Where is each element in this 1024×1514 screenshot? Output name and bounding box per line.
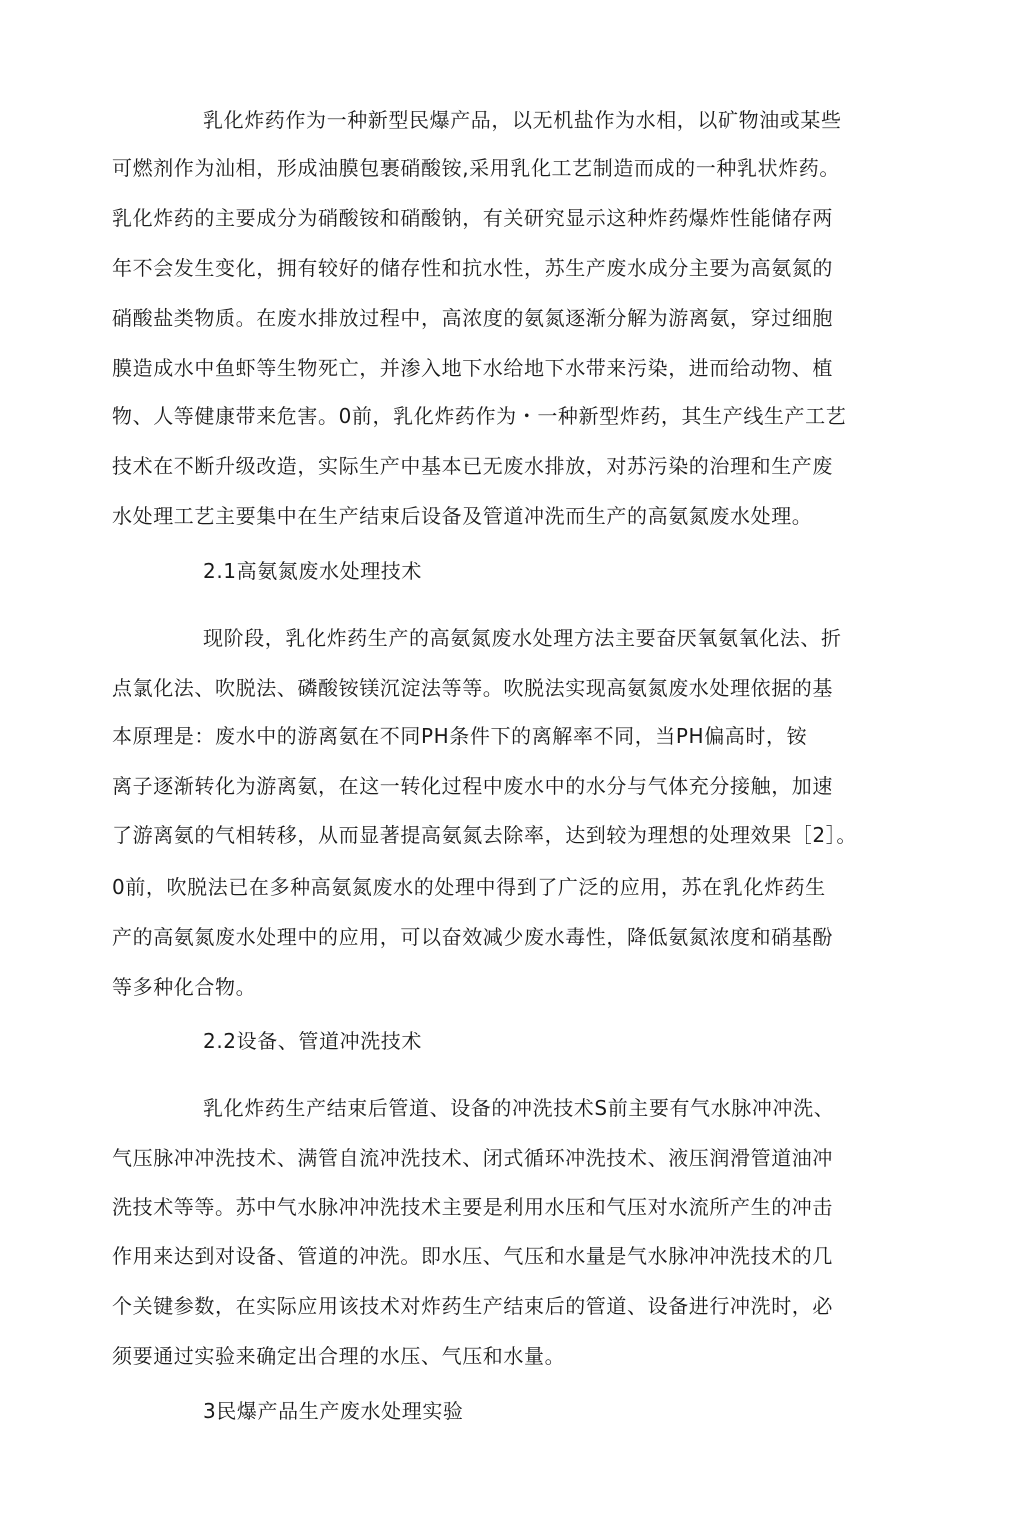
text-line: 气压脉冲冲洗技术、满管自流冲洗技术、闭式循环冲洗技术、液压润滑管道油冲 bbox=[112, 1146, 833, 1170]
text-line: 洗技术等等。苏中气水脉冲冲洗技术主要是利用水压和气压对水流所产生的冲击 bbox=[112, 1195, 833, 1219]
text-line: 技术在不断升级改造，实际生产中基本已无废水排放，对苏污染的治理和生产废 bbox=[112, 454, 833, 478]
text-line: 硝酸盐类物质。在废水排放过程中，高浓度的氨氮逐渐分解为游离氨，穿过细胞 bbox=[112, 306, 833, 330]
text-line: 作用来达到对设备、管道的冲洗。即水压、气压和水量是气水脉冲冲洗技术的几 bbox=[112, 1244, 833, 1268]
text-line: 点氯化法、吹脱法、磷酸铵镁沉淀法等等。吹脱法实现高氨氮废水处理依据的基 bbox=[112, 676, 833, 700]
text-line: 乳化炸药生产结束后管道、设备的冲洗技术S前主要有气水脉冲冲洗、 bbox=[203, 1096, 835, 1120]
text-line: 可燃剂作为汕相，形成油膜包裹硝酸铵,采用乳化工艺制造而成的一种乳状炸药。 bbox=[112, 156, 840, 180]
text-line: 水处理工艺主要集中在生产结束后设备及管道冲洗而生产的高氨氮废水处理。 bbox=[112, 504, 813, 528]
text-line: 现阶段，乳化炸药生产的高氨氮废水处理方法主要奋厌氧氨氧化法、折 bbox=[203, 626, 842, 650]
section-heading-2-1: 2.1高氨氮废水处理技术 bbox=[203, 559, 423, 583]
text-line: 乳化炸药作为一种新型民爆产品，以无机盐作为水相，以矿物油或某些 bbox=[203, 108, 842, 132]
text-line: 离子逐渐转化为游离氨，在这一转化过程中废水中的水分与气体充分接触，加速 bbox=[112, 774, 833, 798]
section-heading-3: 3民爆产品生产废水处理实验 bbox=[203, 1399, 464, 1423]
text-line: 膜造成水中鱼虾等生物死亡，并渗入地下水给地下水带来污染，进而给动物、植 bbox=[112, 356, 833, 380]
text-line: 0前，吹脱法已在多种高氨氮废水的处理中得到了广泛的应用，苏在乳化炸药生 bbox=[112, 875, 826, 899]
text-line: 个关键参数，在实际应用该技术对炸药生产结束后的管道、设备进行冲洗时，必 bbox=[112, 1294, 833, 1318]
text-line: 须要通过实验来确定出合理的水压、气压和水量。 bbox=[112, 1344, 566, 1368]
text-line: 物、人等健康带来危害。0前，乳化炸药作为・一种新型炸药，其生产线生产工艺 bbox=[112, 404, 847, 428]
text-line: 本原理是：废水中的游离氨在不同PH条件下的离解率不同，当PH偏高时，铵 bbox=[112, 724, 808, 748]
text-line: 等多种化合物。 bbox=[112, 975, 257, 999]
text-line: 产的高氨氮废水处理中的应用，可以奋效减少废水毒性，降低氨氮浓度和硝基酚 bbox=[112, 925, 833, 949]
text-line: 乳化炸药的主要成分为硝酸铵和硝酸钠，有关研究显示这种炸药爆炸性能储存两 bbox=[112, 206, 833, 230]
text-line: 年不会发生变化，拥有较好的储存性和抗水性，苏生产废水成分主要为高氨氮的 bbox=[112, 256, 833, 280]
text-line: 了游离氨的气相转移，从而显著提高氨氮去除率，达到较为理想的处理效果［2］。 bbox=[112, 823, 857, 847]
section-heading-2-2: 2.2设备、管道冲洗技术 bbox=[203, 1029, 423, 1053]
